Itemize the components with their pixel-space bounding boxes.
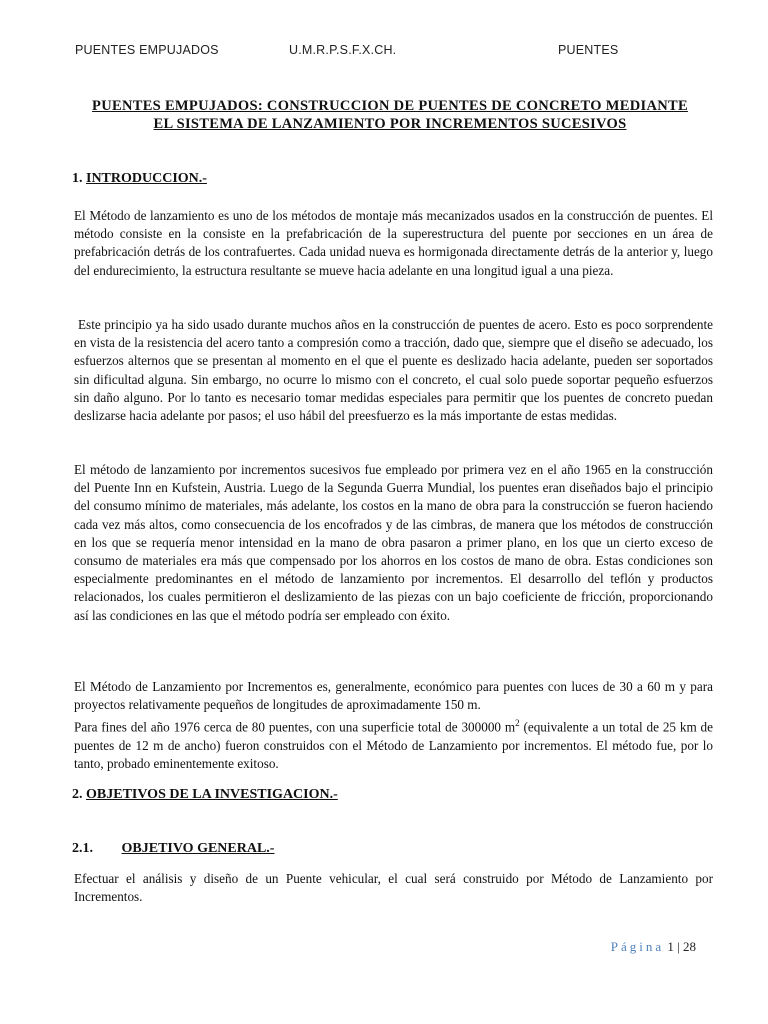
page-number: 1	[667, 939, 674, 954]
paragraph-2	[74, 316, 713, 425]
paragraph-3	[74, 461, 713, 625]
paragraph-6-text: Efectuar el análisis y diseño de un Puente vehicular, el cual será construido por Método de Lanzamiento por Incrementos.	[74, 871, 713, 905]
section-heading-2-1	[72, 841, 274, 857]
page-separator: |	[677, 939, 680, 954]
header-right: PUENTES	[558, 43, 619, 57]
paragraph-6	[74, 870, 713, 906]
document-title-line-1: PUENTES EMPUJADOS: CONSTRUCCION DE PUENTES DE CONCRETO MEDIANTE	[92, 98, 688, 114]
paragraph-5-part-2: (equivalente a un total de 25 km de puentes de 12 m de ancho) fueron construidos con el Método de Lanzamiento por incrementos. El método fue, por lo tanto, probado eminentemente exitoso.	[74, 719, 713, 772]
page-label: Página	[610, 939, 665, 954]
section-title: INTRODUCCION.-	[86, 171, 207, 186]
paragraph-4-text: El Método de Lanzamiento por Incrementos es, generalmente, económico para puentes con luces de 30 a 60 m y para proyectos relativamente pequeños de longitudes de aproximadamente 150 m.	[74, 679, 713, 713]
section-number: 2.1.	[72, 841, 93, 856]
section-title: OBJETIVO GENERAL.-	[121, 841, 275, 856]
section-number: 2.	[72, 787, 83, 802]
document-title-line-2: EL SISTEMA DE LANZAMIENTO POR INCREMENTOS SUCESIVOS	[153, 116, 627, 132]
page-total: 28	[683, 939, 696, 954]
page-footer	[611, 939, 696, 955]
section-heading-2	[72, 787, 338, 803]
header-center: U.M.R.P.S.F.X.CH.	[289, 43, 397, 57]
paragraph-1	[74, 207, 713, 280]
document-title	[70, 97, 710, 133]
paragraph-5-text	[74, 714, 713, 773]
section-title: OBJETIVOS DE LA INVESTIGACION.-	[86, 787, 338, 802]
superscript-2: 2	[515, 718, 520, 729]
paragraph-4	[74, 678, 713, 773]
header-left: PUENTES EMPUJADOS	[75, 43, 219, 57]
paragraph-1-text: El Método de lanzamiento es uno de los métodos de montaje más mecanizados usados en la construcción de puentes. El método consiste en la consiste en la prefabricación de la superestructura del puente por secciones en un área de prefabricación detrás de los contrafuertes. Cada unidad nueva es hormigonada directamente detrás de la anterior y, luego del endurecimiento, la estructura resultante se mueve hacia adelante en una longitud igual a una pieza.	[74, 208, 713, 278]
paragraph-5-part-1: Para fines del año 1976 cerca de 80 puentes, con una superficie total de 300000 m	[74, 719, 516, 735]
paragraph-3-text: El método de lanzamiento por incrementos sucesivos fue empleado por primera vez en el año 1965 en la construcción del Puente Inn en Kufstein, Austria. Luego de la Segunda Guerra Mundial, los puentes eran diseñados bajo el principio del consumo mínimo de materiales, más adelante, los costos en la mano de obra para la construcción se fueron haciendo cada vez más altos, como consecuencia de los encofrados y de las cimbras, de manera que los métodos de construcción en los que se requería menor intensidad en la mano de obra pasaron a primer plano, en los que un cierto exceso de consumo de materiales era más que compensado por los ahorros en los costos de mano de obra. Estas condiciones son especialmente predominantes en el método de lanzamiento por incrementos. El desarrollo del teflón y productos relacionados, los cuales permitieron el deslizamiento de las piezas con un bajo coeficiente de fricción, proporcionando así las condiciones en las que el método podría ser empleado con éxito.	[74, 462, 713, 623]
section-heading-1	[72, 171, 207, 187]
paragraph-2-text: Este principio ya ha sido usado durante muchos años en la construcción de puentes de acero. Esto es poco sorprendente en vista de la resistencia del acero tanto a compresión como a tracción, dado que, siempre que el diseño se adecuado, los esfuerzos alternos que se presentan al momento en el que el puente es deslizado hacia adelante, pueden ser soportados sin dificultad alguna. Sin embargo, no ocurre lo mismo con el concreto, el cual solo puede soportar pequeño esfuerzos sin daño alguno. Por lo tanto es necesario tomar medidas especiales para permitir que los puentes de concreto puedan deslizarse hacia adelante por pasos; el uso hábil del preesfuerzo es la más importante de estas medidas.	[74, 317, 713, 424]
section-number: 1.	[72, 171, 83, 186]
